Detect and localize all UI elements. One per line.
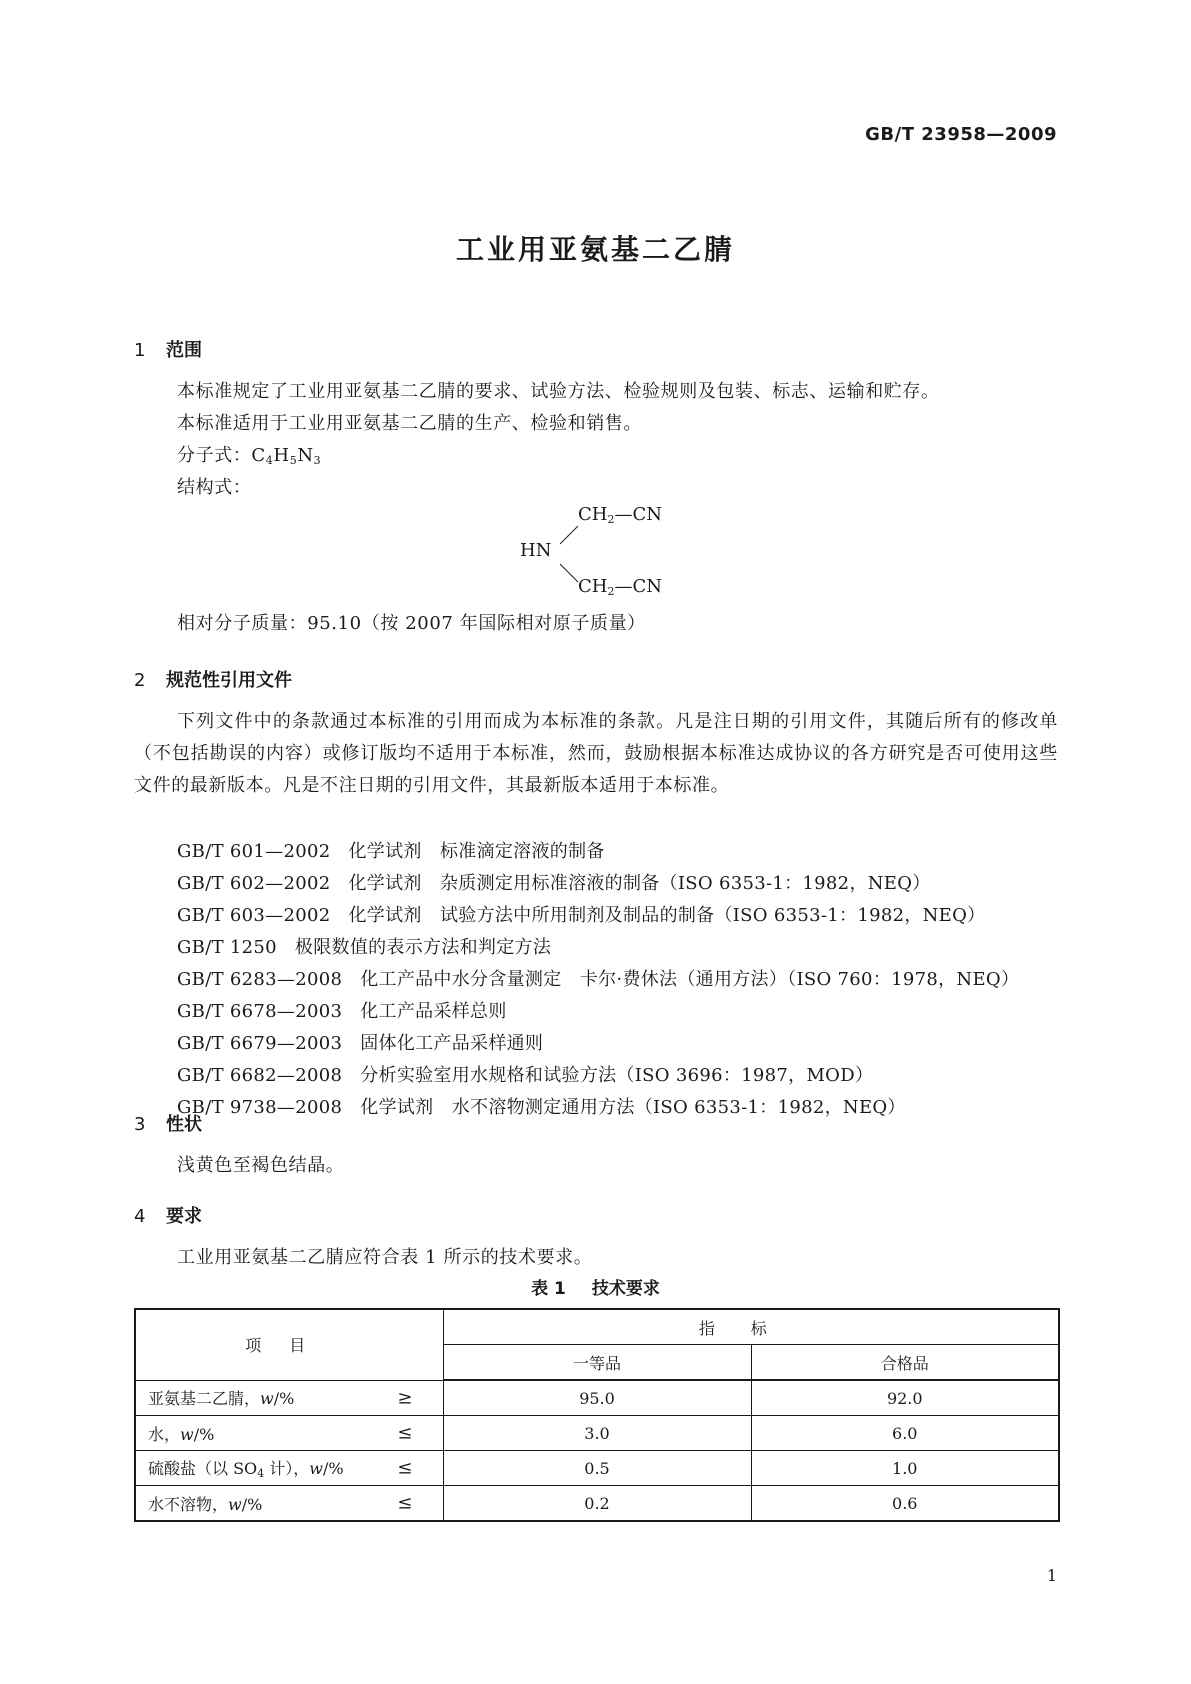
reference-item <box>177 900 985 932</box>
table-row <box>135 1451 1059 1486</box>
reference-item <box>177 1092 906 1124</box>
grade-1-value: 0.2 <box>443 1486 751 1522</box>
limit-symbol: ≤ <box>397 1422 413 1444</box>
reference-code: GB/T 6682—2008 <box>177 1065 343 1086</box>
reference-title: 固体化工产品采样通则 <box>360 1033 544 1054</box>
bond-down <box>560 564 578 582</box>
reference-item <box>177 932 551 964</box>
reference-title: 化工产品中水分含量测定 卡尔·费休法（通用方法）（ISO 760：1978，NEQ） <box>360 969 1020 990</box>
formula-top-sub: 2 <box>607 513 615 526</box>
grade-1-value: 3.0 <box>443 1416 751 1451</box>
item-unit: /% <box>273 1389 295 1409</box>
header-item: 项目 <box>135 1309 443 1380</box>
reference-code: GB/T 603—2002 <box>177 905 331 926</box>
item-variable: w <box>260 1389 274 1409</box>
limit-symbol: ≥ <box>397 1387 413 1409</box>
table-caption <box>0 1274 1191 1299</box>
section-3-heading <box>134 1110 202 1136</box>
section-1-heading <box>134 336 202 362</box>
formula-top-cn: —CN <box>614 504 663 525</box>
reference-title: 化学试剂 标准滴定溶液的制备 <box>348 841 605 862</box>
item-sub: 4 <box>257 1467 265 1480</box>
reference-item <box>177 964 1019 996</box>
limit-symbol: ≤ <box>397 1457 413 1479</box>
limit-symbol: ≤ <box>397 1492 413 1514</box>
item-cell <box>135 1486 443 1522</box>
page-number: 1 <box>1046 1566 1057 1585</box>
item-name: 亚氨基二乙腈， <box>148 1389 261 1409</box>
formula-bottom-ch: CH <box>578 576 608 597</box>
header-grade-1: 一等品 <box>443 1345 751 1381</box>
table-caption-title: 技术要求 <box>591 1279 660 1299</box>
reference-code: GB/T 602—2002 <box>177 873 331 894</box>
section-title: 要求 <box>166 1206 202 1227</box>
properties-paragraph: 浅黄色至褐色结晶。 <box>177 1155 345 1176</box>
reference-title: 化学试剂 杂质测定用标准溶液的制备（ISO 6353-1：1982，NEQ） <box>348 873 931 894</box>
section-title: 范围 <box>166 340 202 361</box>
item-variable: w <box>309 1459 323 1478</box>
table-row <box>135 1380 1059 1416</box>
grade-2-value: 1.0 <box>751 1451 1059 1486</box>
item-unit: /% <box>322 1459 344 1478</box>
formula-bottom-sub: 2 <box>607 585 615 598</box>
formula-bottom-group <box>578 576 662 598</box>
section-title: 规范性引用文件 <box>166 670 292 691</box>
reference-code: GB/T 1250 <box>177 937 277 958</box>
grade-2-value: 0.6 <box>751 1486 1059 1522</box>
item-name: 水不溶物， <box>148 1494 229 1514</box>
section-number: 2 <box>134 670 146 691</box>
requirements-paragraph: 工业用亚氨基二乙腈应符合表 1 所示的技术要求。 <box>177 1247 593 1268</box>
reference-title: 分析实验室用水规格和试验方法（ISO 3696：1987，MOD） <box>360 1065 874 1086</box>
reference-code: GB/T 601—2002 <box>177 841 331 862</box>
reference-code: GB/T 9738—2008 <box>177 1097 343 1118</box>
formula-c-sub: 4 <box>265 454 274 467</box>
grade-2-value: 6.0 <box>751 1416 1059 1451</box>
formula-center-group: HN <box>520 540 552 561</box>
formula-label: 分子式： <box>177 445 252 466</box>
grade-1-value: 0.5 <box>443 1451 751 1486</box>
scope-paragraph-1: 本标准规定了工业用亚氨基二乙腈的要求、试验方法、检验规则及包装、标志、运输和贮存。 <box>177 381 940 402</box>
reference-title: 化学试剂 试验方法中所用制剂及制品的制备（ISO 6353-1：1982，NEQ） <box>348 905 986 926</box>
reference-code: GB/T 6678—2003 <box>177 1001 343 1022</box>
reference-title: 极限数值的表示方法和判定方法 <box>294 937 552 958</box>
section-number: 4 <box>134 1206 146 1227</box>
grade-2-value: 92.0 <box>751 1380 1059 1416</box>
standard-code: GB/T 23958—2009 <box>865 124 1057 145</box>
item-cell <box>135 1380 443 1416</box>
item-tail: 计）， <box>264 1459 310 1478</box>
section-4-heading <box>134 1202 202 1228</box>
table-row <box>135 1416 1059 1451</box>
reference-code: GB/T 6679—2003 <box>177 1033 343 1054</box>
item-name: 水， <box>148 1424 181 1444</box>
reference-item <box>177 836 605 868</box>
references-intro: 下列文件中的条款通过本标准的引用而成为本标准的条款。凡是注日期的引用文件，其随后所有的修改单（不包括勘误的内容）或修订版均不适用于本标准，然而，鼓励根据本标准达成协议的各方研究是否可使用这些文件的最新版本。凡是不注日期的引用文件，其最新版本适用于本标准。 <box>134 711 1058 796</box>
formula-h-sub: 5 <box>289 454 298 467</box>
section-number: 3 <box>134 1114 146 1135</box>
section-title: 性状 <box>166 1114 202 1135</box>
item-variable: w <box>180 1424 194 1444</box>
grade-1-value: 95.0 <box>443 1380 751 1416</box>
item-cell <box>135 1416 443 1451</box>
structural-formula <box>520 504 680 600</box>
item-unit: /% <box>241 1494 263 1514</box>
reference-title: 化学试剂 水不溶物测定通用方法（ISO 6353-1：1982，NEQ） <box>360 1097 906 1118</box>
section-number: 1 <box>134 340 146 361</box>
document-title: 工业用亚氨基二乙腈 <box>455 233 735 266</box>
formula-c: C <box>251 445 266 466</box>
item-unit: /% <box>193 1424 215 1444</box>
reference-item <box>177 868 931 900</box>
table-row <box>135 1486 1059 1522</box>
structure-label: 结构式： <box>177 477 252 498</box>
reference-title: 化工产品采样总则 <box>360 1001 507 1022</box>
formula-h: H <box>273 445 290 466</box>
reference-item <box>177 1028 543 1060</box>
relative-molecular-mass: 相对分子质量：95.10（按 2007 年国际相对原子质量） <box>177 613 646 634</box>
item-name: 硫酸盐（以 SO <box>148 1459 258 1478</box>
formula-bottom-cn: —CN <box>614 576 663 597</box>
item-variable: w <box>228 1494 242 1514</box>
item-cell <box>135 1451 443 1486</box>
formula-n-sub: 3 <box>313 454 322 467</box>
formula-top-group <box>578 504 662 526</box>
scope-paragraph-2: 本标准适用于工业用亚氨基二乙腈的生产、检验和销售。 <box>177 413 642 434</box>
header-grade-2: 合格品 <box>751 1345 1059 1381</box>
reference-item <box>177 996 507 1028</box>
section-2-heading <box>134 666 292 692</box>
bond-up <box>560 526 578 544</box>
formula-top-ch: CH <box>578 504 608 525</box>
header-index: 指标 <box>443 1309 1059 1345</box>
reference-item <box>177 1060 873 1092</box>
table-caption-number: 表 1 <box>531 1279 566 1299</box>
formula-n: N <box>297 445 314 466</box>
reference-code: GB/T 6283—2008 <box>177 969 343 990</box>
technical-requirements-table <box>134 1308 1060 1522</box>
